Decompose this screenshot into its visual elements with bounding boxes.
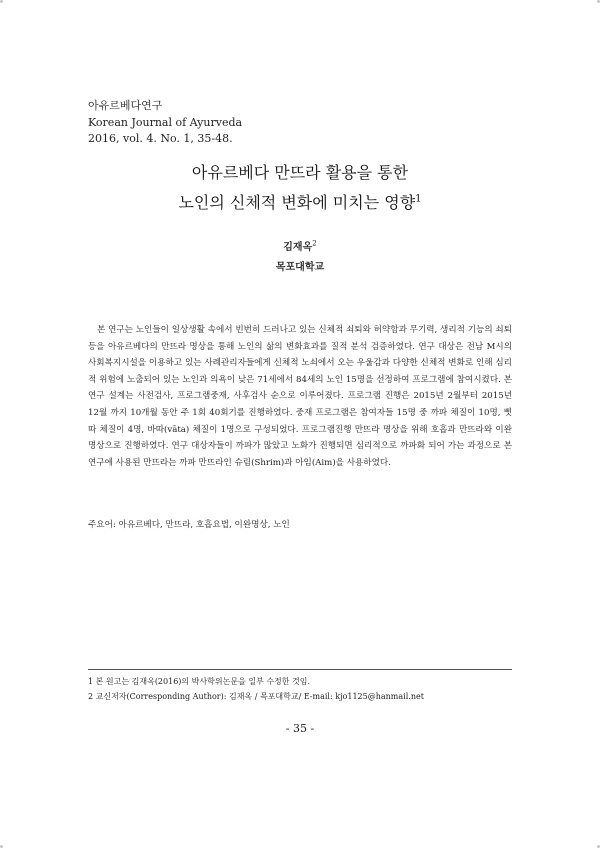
journal-name-korean: 아유르베다연구 xyxy=(88,99,163,112)
abstract: 본 연구는 노인들이 일상생활 속에서 빈번히 드러나고 있는 신체적 쇠퇴와 허약함과 무기력, 생리적 기능의 쇠퇴 등을 아유르베다의 만뜨라 명상을 통해 노인의 삶의 변화효과를 질적 분석 검증하였다. 연구 대상은 전남 M시의 사회복지시설을 이용하고 있는 사례관리자들에게 신체적 노쇠에서 오는 우울감과 다양한 신체적 변화로 인해 심리적 위험에 노출되어 있는 노인과 의욕이 낮은 71세에서 84세의 노인 15명을 선정하여 프로그램에 참여시켰다. 본 연구 설계는 사전검사, 프로그램중재, 사후검사 순으로 이루어졌다. 프로그램 진행은 2015년 2월부터 2015년 12월 까지 10개월 동안 주 1회 40회기를 진행하였다. 중재 프로그램은 참여자들 15명 중 까파 체질이 10명, 삣따 체질이 4명, 바따(vāta) 체질이 1명으로 구성되었다. 프로그램진행 만뜨라 명상을 위해 호흡과 만뜨라와 이완 명상으로 진행하였다. 연구 대상자들이 까파가 많았고 노화가 진행되면 심리적으로 까파화 되어 가는 과정으로 본 연구에 사용된 만뜨라는 까파 만뜨라인 슈림(Shrim)과 아임(Aim)을 사용하였다. xyxy=(88,325,512,468)
title-line-1: 아유르베다 만뜨라 활용을 통한 xyxy=(191,163,409,182)
footnote-1: 1 본 원고는 김재옥(2016)의 박사학위논문을 일부 수정한 것임. xyxy=(88,677,311,686)
page-number: - 35 - xyxy=(285,722,315,735)
journal-citation: 2016, vol. 4. No. 1, 35-48. xyxy=(88,132,233,145)
footnote-2: 2 교신저자(Corresponding Author): 김재옥 / 목포대학교/ E-mail: kjo1125@hanmail.net xyxy=(88,692,424,701)
corner-dot xyxy=(0,0,3,3)
journal-name-english: Korean Journal of Ayurveda xyxy=(88,115,243,129)
footnote-divider xyxy=(88,669,512,670)
author-block xyxy=(0,238,600,278)
title-footnote-mark: 1 xyxy=(415,193,422,205)
author-footnote-mark: 2 xyxy=(312,239,317,248)
keywords: 주요어: 아유르베다, 만뜨라, 호흡요법, 이완명상, 노인 xyxy=(88,520,290,530)
author-affiliation: 목포대학교 xyxy=(275,262,325,273)
footnotes xyxy=(88,674,424,704)
title-line-2-text: 노인의 신체적 변화에 미치는 영향 xyxy=(178,193,416,212)
title-line-2 xyxy=(0,188,600,218)
paper-title xyxy=(0,158,600,218)
author-name: 김재옥 xyxy=(283,242,313,253)
journal-header xyxy=(88,98,242,148)
author-name-row xyxy=(0,238,600,258)
